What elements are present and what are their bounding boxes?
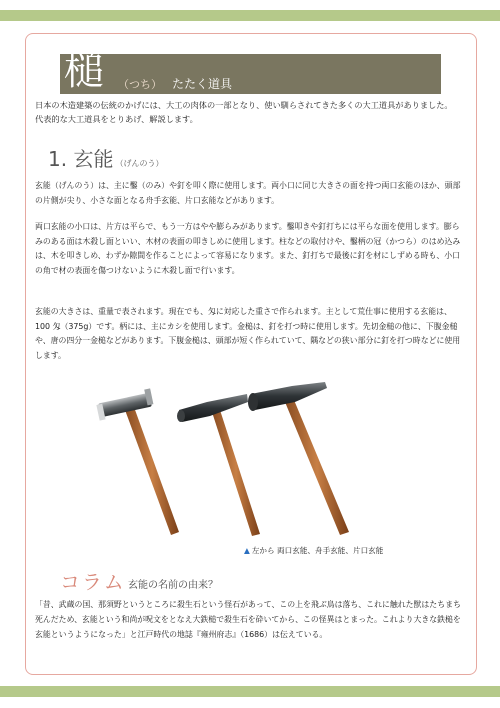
section-title-text: 1. 玄能 xyxy=(48,147,114,171)
paragraph-3: 玄能の大きさは、重量で表されます。現在でも、匁に対応した重さで作られます。主として荒仕事に使用する玄能は、100 匁（375g）です。柄には、主にカシを使用します。金槌は、釘を打つ時に使用します。先切金槌の他に、下腹金槌や、唐の四分一金槌などがあります。下腹金槌は、頭部が短く作られていて、隅などの狭い部分に釘を打つ時などに使用します。 xyxy=(35,307,461,360)
section-title xyxy=(48,146,163,177)
column-subtitle: 玄能の名前の由来？ xyxy=(128,580,218,591)
bottom-band xyxy=(0,686,500,697)
page-title: 槌 xyxy=(64,48,105,94)
top-band xyxy=(0,10,500,21)
double-faced-hammer xyxy=(96,388,179,535)
single-faced-hammer xyxy=(248,382,349,535)
figure-caption xyxy=(244,545,383,556)
figure-caption-text: 左から 両口玄能、舟手玄能、片口玄能 xyxy=(251,546,384,555)
paragraph-1: 玄能（げんのう）は、主に鑿（のみ）や釘を叩く際に使用します。両小口に同じ大きさの面を持つ両口玄能のほか、頭部の片側が尖り、小さな面となる舟手玄能、片口玄能などがあります。 xyxy=(35,181,461,205)
boat-shaped-hammer xyxy=(177,394,260,536)
column-title: コラム xyxy=(60,570,126,594)
paragraph-2: 両口玄能の小口は、片方は平らで、もう一方はやや膨らみがあります。鑿叩きや釘打ちには平らな面を使用します。膨らみのある面は木殺し面といい、木材の表面の叩きしめに使用します。柱などの取付けや、鑿柄の冠（かつら）のはめ込みは、木を叩きしめ、わずか隙間を作ることによって容易になります。また、釘打ちで最後に釘を材にしずめる時も、小口の角で材の表面を傷つけないように木殺し面で行います。 xyxy=(35,222,461,275)
hammers-photo xyxy=(87,372,423,540)
title-reading: （つち） xyxy=(118,78,162,91)
column-body: 「昔、武蔵の国、那須野というところに殺生石という怪石があって、この上を飛ぶ鳥は落ち、これに触れた獣はたちまち死んだため、玄能という和尚が呪文をとなえ大鉄槌で殺生石を砕いてから、この怪異はとまった。これより大きな鉄槌を玄能というようになった」と江戸時代の地誌『雍州府志』（1686）は伝えている。 xyxy=(35,600,461,639)
title-subtitle: たたく道具 xyxy=(172,77,233,91)
intro-text: 日本の木造建築の伝統のかげには、大工の肉体の一部となり、使い馴らされてきた多くの大工道具がありました。代表的な大工道具をとりあげ、解説します。 xyxy=(35,100,453,124)
section-reading: （げんのう） xyxy=(115,159,164,168)
caption-triangle-icon: ▲ xyxy=(244,546,250,555)
